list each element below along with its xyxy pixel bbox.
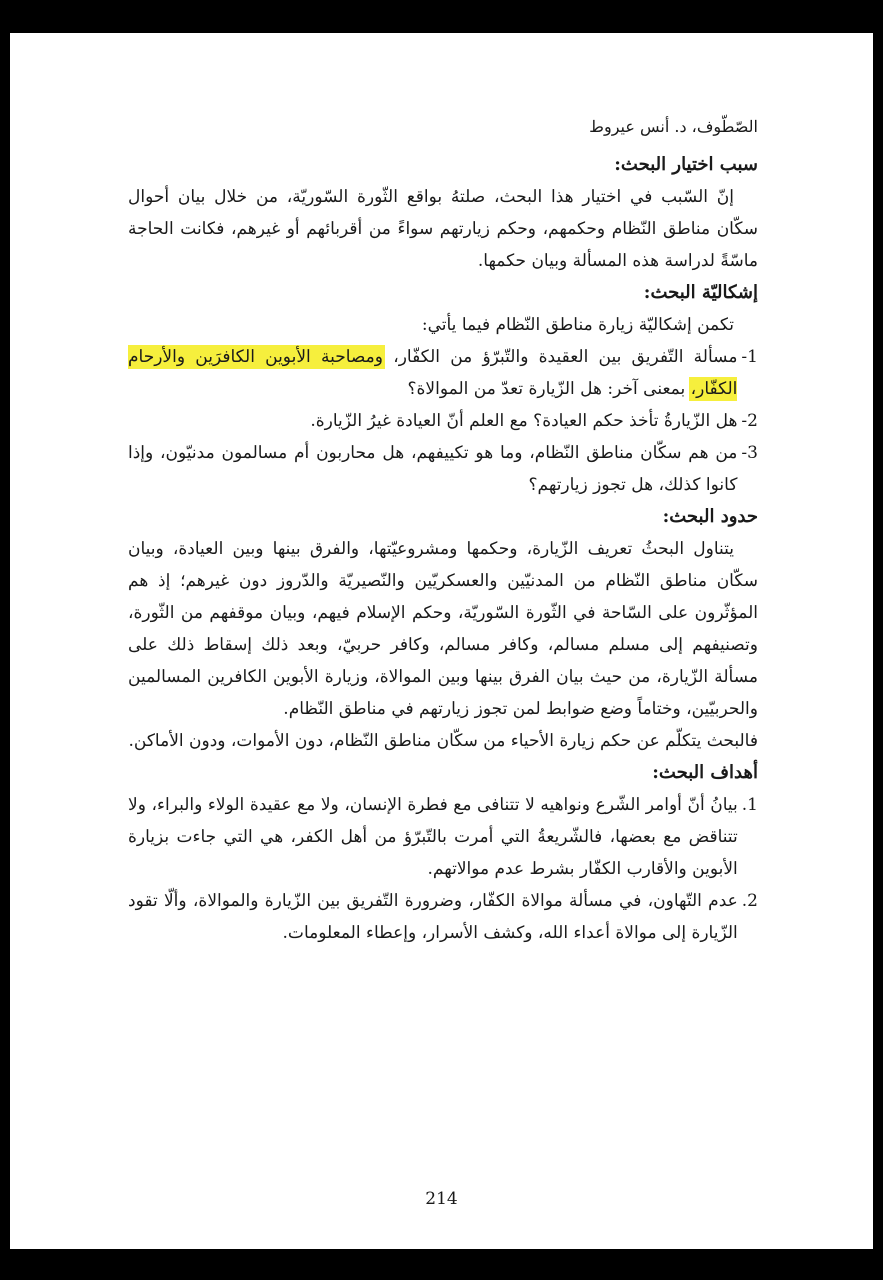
problem-item-1-text — [128, 341, 737, 405]
problem-item-3 — [128, 437, 758, 501]
goals-item-1 — [128, 789, 758, 885]
problem-item-3-number: 3- — [741, 443, 758, 463]
problem-item-2-number: 2- — [741, 411, 758, 431]
problem-item-1-number: 1- — [741, 347, 758, 367]
running-head: الصّطّوف، د. أنس عيروط — [589, 117, 758, 136]
problem-heading: إشكاليّة البحث: — [643, 282, 758, 303]
highlighted-phrase: ومصاحبة الأبوين الكافرَين والأرحام الكفّار، — [128, 347, 738, 399]
problem-item-1-post: بمعنى آخر: هل الزّيارة تعدّ من الموالاة؟ — [407, 379, 686, 399]
reason-heading: سبب اختيار البحث: — [614, 154, 758, 175]
goals-item-2-number: 2. — [741, 891, 758, 911]
document-page — [10, 33, 873, 1249]
problem-item-2-text: هل الزّيارةُ تأخذ حكم العيادة؟ مع العلم أنّ العيادة غيرُ الزّيارة. — [310, 411, 738, 431]
problem-item-1-pre: مسألة التّفريق بين العقيدة والتّبرّؤ من الكفّار، — [393, 347, 738, 367]
scope-paragraph-2: فالبحث يتكلّم عن حكم زيارة الأحياء من سكّان مناطق النّظام، دون الأموات، ودون الأماكن. — [128, 731, 758, 751]
problem-item-3-text: من هم سكّان مناطق النّظام، وما هو تكييفهم، هل محاربون أم مسالمون مدنيّون، وإذا كانوا كذلك، هل تجوز زيارتهم؟ — [128, 443, 738, 495]
problem-item-1 — [128, 341, 758, 405]
goals-item-2-text: عدم التّهاون، في مسألة موالاة الكفّار، وضرورة التّفريق بين الزّيارة والموالاة، وألّا تقود الزّيارة إلى موالاة أعداء الله، وكشف الأسرار، وإعطاء المعلومات. — [128, 891, 738, 943]
scope-paragraph-1: يتناول البحثُ تعريف الزّيارة، وحكمها ومشروعيّتها، والفرق بينها وبين العيادة، وبيان سكّان مناطق النّظام من المدنيّين والعسكريّين والنّصيريّة والدّروز دون غيرهم؛ إذ هم المؤثّرون على السّاحة في الثّورة السّوريّة، وحكم الإسلام فيهم، وبيان موقفهم من الثّورة، وتصنيفهم إلى مسلم مسالم، وكافر مسالم، وكافر حربيّ، وبعد ذلك إسقاط ذلك على مسألة الزّيارة، من حيث بيان الفرق بينها وبين الموالاة، وزيارة الأبوين الكافرين المسالمين والحربيّين، وختاماً وضع ضوابط لمن تجوز زيارتهم في مناطق النّظام. — [128, 539, 758, 719]
page-number: 214 — [425, 1189, 458, 1209]
goals-heading: أهداف البحث: — [652, 762, 758, 783]
problem-intro: تكمن إشكاليّة زيارة مناطق النّظام فيما يأتي: — [421, 315, 734, 335]
goals-item-2 — [128, 885, 758, 949]
goals-item-1-number: 1. — [741, 795, 758, 815]
reason-paragraph: إنّ السّبب في اختيار هذا البحث، صلتهُ بواقع الثّورة السّوريّة، من خلال بيان أحوال سكّان مناطق النّظام وحكمهم، وحكم زيارتهم سواءً من أقربائهم أو غيرهم، فكانت الحاجة ماسّةً لدراسة هذه المسألة وبيان حكمها. — [128, 187, 758, 271]
scope-heading: حدود البحث: — [662, 506, 758, 527]
goals-item-1-text: بيانُ أنّ أوامر الشّرع ونواهيه لا تتنافى مع فطرة الإنسان، ولا مع عقيدة الولاء والبراء، ولا تتناقض مع بعضها، فالشّريعةُ التي أمرت بالتّبرّؤ من أهل الكفر، هي التي جاءت بزيارة الأبوين والأقارب الكفّار بشرط عدم موالاتهم. — [128, 795, 738, 879]
page-content — [128, 111, 758, 949]
problem-item-2 — [128, 405, 758, 437]
